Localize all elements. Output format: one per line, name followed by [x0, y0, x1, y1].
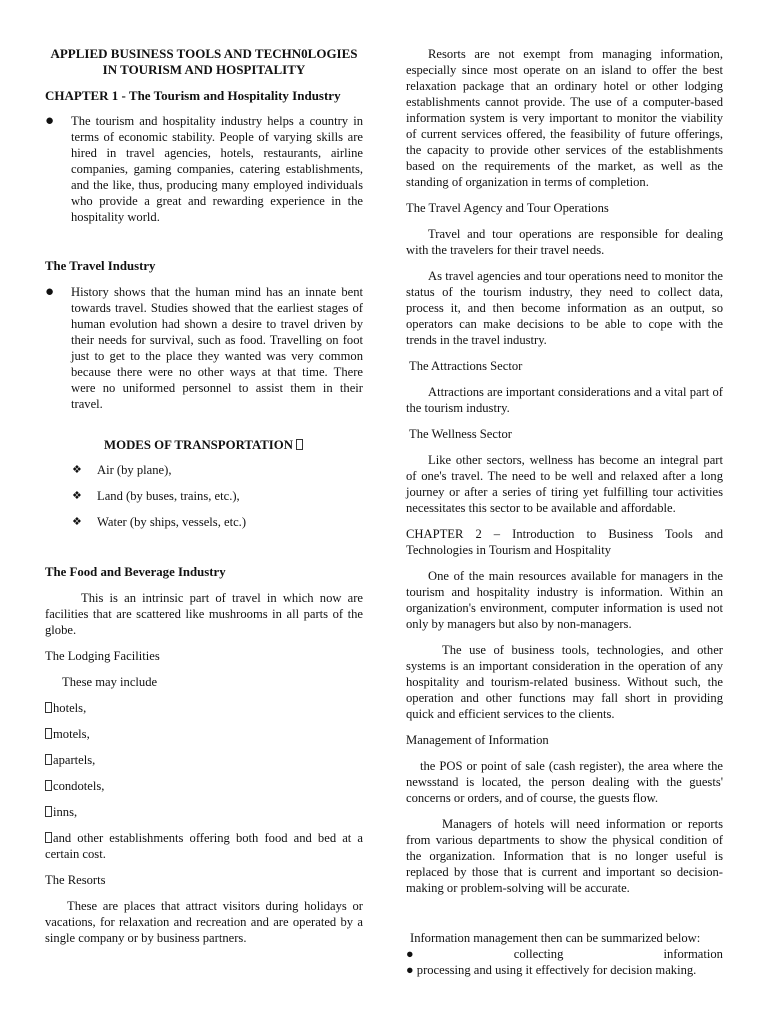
- missing-glyph-icon: [45, 832, 52, 843]
- missing-glyph-icon: [45, 780, 52, 791]
- missing-glyph-icon: [296, 439, 303, 450]
- modes-heading: MODES OF TRANSPORTATION: [45, 437, 363, 453]
- left-column: [45, 46, 363, 946]
- bullet-icon: ●: [406, 947, 414, 961]
- summary-bullet-2: ● processing and using it effectively for decision making.: [406, 963, 697, 977]
- travel-agency-heading: The Travel Agency and Tour Operations: [406, 201, 609, 215]
- chapter-1-heading: CHAPTER 1 - The Tourism and Hospitality Industry: [45, 88, 341, 103]
- lodging-item: apartels,: [45, 752, 363, 768]
- travel-agency-text-1: Travel and tour operations are responsible for dealing with the travelers for their travel needs.: [406, 227, 723, 257]
- travel-agency-text-2: As travel agencies and tour operations need to monitor the status of the tourism industry, they need to collect data, process it, and then become information as an output, so operators can make decisions to be able to cope with the trends in the travel industry.: [406, 269, 723, 347]
- travel-industry-heading: The Travel Industry: [45, 259, 156, 273]
- missing-glyph-icon: [45, 754, 52, 765]
- missing-glyph-icon: [45, 702, 52, 713]
- food-beverage-heading: The Food and Beverage Industry: [45, 565, 226, 579]
- bullet-icon: ●: [45, 284, 55, 300]
- right-column: [406, 46, 723, 978]
- mode-item: ❖ Air (by plane),: [72, 463, 172, 477]
- chapter-2-text-1: One of the main resources available for managers in the tourism and hospitality industry is information. Within an organization's environment, computer information is used not only by managers but also by non-managers.: [406, 569, 723, 631]
- lodging-item: hotels,: [45, 700, 363, 716]
- resorts-heading: The Resorts: [45, 873, 106, 887]
- travel-bullet-text: History shows that the human mind has an innate bent towards travel. Studies showed that the earliest stages of human evolution had shown a desire to travel driven by their needs for survival, such as food. Travelling on foot just to get to the place they wanted was very common because there were no other ways at that time. There were no uniformed personnel to assist them in their travel.: [71, 285, 363, 411]
- food-beverage-text: This is an intrinsic part of travel in which now are facilities that are scattered like mushrooms in all parts of the globe.: [45, 591, 363, 637]
- bullet-icon: ●: [406, 963, 414, 977]
- diamond-bullet-icon: ❖: [72, 464, 82, 476]
- lodging-item: inns,: [45, 804, 363, 820]
- lodging-item-last: and other establishments offering both food and bed at a certain cost.: [45, 831, 363, 861]
- chapter-2-heading: CHAPTER 2 – Introduction to Business Tools and Technologies in Tourism and Hospitality: [406, 527, 723, 557]
- title-line-2: IN TOURISM AND HOSPITALITY: [102, 62, 306, 77]
- document-title: [45, 46, 363, 78]
- missing-glyph-icon: [45, 806, 52, 817]
- mode-item: ❖ Water (by ships, vessels, etc.): [72, 515, 247, 529]
- wellness-text: Like other sectors, wellness has become an integral part of one's travel. The need to be well and relaxed after a long journey or after a series of tiring yet fulfilling tour activities necessitates this sector to be available and affordable.: [406, 453, 723, 515]
- missing-glyph-icon: [45, 728, 52, 739]
- summary-intro: Information management then can be summarized below:: [410, 931, 701, 945]
- lodging-intro: These may include: [62, 675, 158, 689]
- chapter-2-text-2: The use of business tools, technologies, and other systems is an important consideration in the operation of any hospitality and tourism-related business. Without such, the operation and other functions may fall short in providing quick and efficient services to the clients.: [406, 643, 723, 721]
- lodging-heading: The Lodging Facilities: [45, 649, 160, 663]
- intro-bullet-text: The tourism and hospitality industry helps a country in terms of economic stability. People of varying skills are hired in travel agencies, hotels, restaurants, airline companies, gaming companies, catering establishments, and the like, thus, producing many employed individuals who provide a great and rewarding experience in the hospitality world.: [71, 114, 363, 224]
- resorts-text: These are places that attract visitors during holidays or vacations, for relaxation and recreation and are operated by a single company or by business partners.: [45, 899, 363, 945]
- management-text-1: the POS or point of sale (cash register), the area where the newsstand is located, the person dealing with the guests' concerns or orders, and of course, the guests flow.: [406, 759, 723, 805]
- attractions-heading: The Attractions Sector: [409, 359, 523, 373]
- wellness-heading: The Wellness Sector: [409, 427, 512, 441]
- attractions-text: Attractions are important considerations and a vital part of the tourism industry.: [406, 385, 723, 415]
- lodging-item: motels,: [45, 726, 363, 742]
- title-line-1: APPLIED BUSINESS TOOLS AND TECHN0LOGIES: [50, 46, 358, 61]
- travel-bullet: [45, 284, 363, 412]
- diamond-bullet-icon: ❖: [72, 490, 82, 502]
- management-heading: Management of Information: [406, 733, 549, 747]
- lodging-item: condotels,: [45, 778, 363, 794]
- management-text-2: Managers of hotels will need information or reports from various departments to show the physical condition of the organization. Information that is no longer useful is replaced by those that is current and important so decision-making or problem-solving will be accurate.: [406, 817, 723, 895]
- intro-bullet: [45, 113, 363, 225]
- mode-item: ❖ Land (by buses, trains, etc.),: [72, 489, 240, 503]
- summary-bullet-1: ● collecting information: [406, 947, 723, 961]
- resorts-info-text: Resorts are not exempt from managing information, especially since most operate on an island to offer the best relaxation package that an ordinary hotel or other lodging establishments cannot provide. The use of a computer-based information system is very important to monitor the viability of current services offered, the feasibility of future offerings, the capacity to provide other services of the establishments based on the requirements of the market, as well as the standing of organization in terms of completion.: [406, 47, 723, 189]
- diamond-bullet-icon: ❖: [72, 516, 82, 528]
- bullet-icon: ●: [45, 113, 55, 129]
